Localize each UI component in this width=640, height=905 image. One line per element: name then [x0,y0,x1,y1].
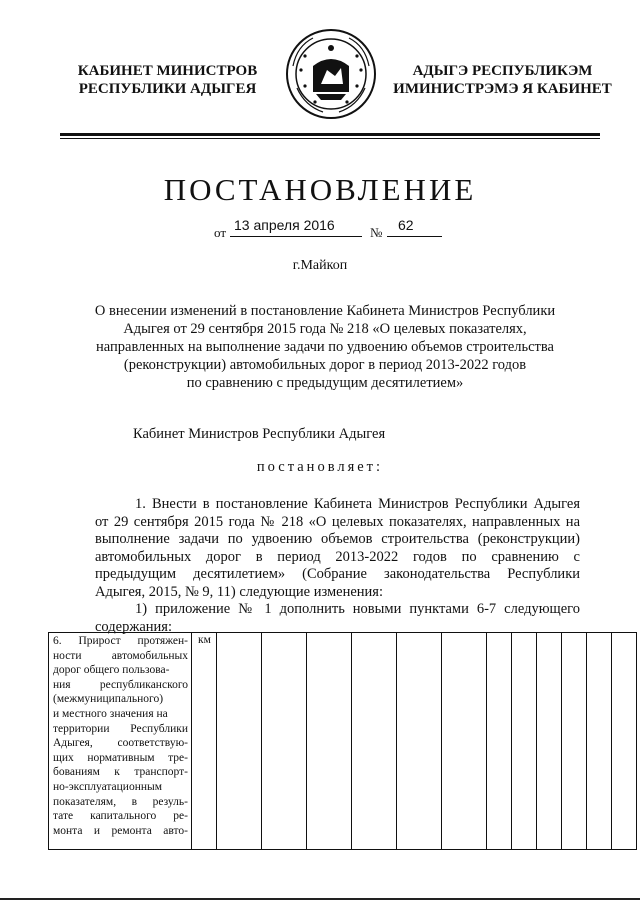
unit-label: км [198,634,211,646]
body-text [95,496,580,636]
value-cell [442,633,487,850]
body-line: 1) приложение № 1 дополнить новыми пунктами 6-7 следующего [135,601,580,617]
date-number-line [0,216,640,242]
cell-line: 6. Прирост протяжен- [53,635,188,647]
cell-line: монта и ремонта авто- [53,824,188,837]
value-cell [487,633,512,850]
header-right-line-1: АДЫГЭ РЕСПУБЛИКЭМ [412,63,593,79]
cell-line: показателям, в резуль- [53,795,188,808]
date-prefix: от [214,225,227,240]
body-line: предыдущим десятилетием» (Собрание законодательства Республики [95,566,580,582]
cell-line: дорог общего пользова- [53,664,170,677]
body-line: 1. Внести в постановление Кабинета Министров Республики Адыгея [135,496,580,512]
value-cell [397,633,442,850]
city: г.Майкоп [292,258,348,273]
indicator-table [48,632,637,850]
table-row [49,633,637,850]
subject-line: Адыгея от 29 сентября 2015 года № 218 «О целевых показателях, [123,321,527,337]
value-cell [262,633,307,850]
subject-line: направленных на выполнение задачи по удвоению объемов строительства [96,339,554,355]
value-cell [612,633,637,850]
cell-line: щих нормативным тре- [53,751,188,764]
cell-line: и местного значения на [53,707,168,720]
decree-word: постановляет: [256,459,384,475]
value-cell [512,633,537,850]
body-line: автомобильных дорог в период 2013-2022 годов по сравнению с [95,548,580,565]
document-number: 62 [398,217,414,233]
cell-line: тате капитального ре- [53,810,188,823]
unit-cell [192,633,217,850]
cell-line: территории Республики [53,722,188,735]
cell-line: (межмуниципального) [53,693,164,706]
subject-line: (реконструкции) автомобильных дорог в период 2013-2022 годов [123,357,527,373]
value-cell [562,633,587,850]
body-line: от 29 сентября 2015 года № 218 «О целевых показателях, направленных на [95,513,580,530]
number-underline [387,236,442,237]
date-value: 13 апреля 2016 [234,217,335,233]
subject-line: О внесении изменений в постановление Кабинета Министров Республики [94,303,556,319]
header-rule-thin [60,138,600,139]
header-rule-thick [60,133,600,136]
header-left [60,62,275,98]
subject-line: по сравнению с предыдущим десятилетием» [186,375,464,391]
document-title: ПОСТАНОВЛЕНИЕ [163,172,477,207]
body-line: выполнение задачи по удвоению объемов строительства (реконструкции) [95,531,580,547]
body-line: содержания: [95,618,173,635]
cell-line: бованиям к транспорт- [53,766,188,779]
header-left-line-2: РЕСПУБЛИКИ АДЫГЕЯ [78,81,257,97]
value-cell [307,633,352,850]
number-sign: № [370,225,383,240]
page-bottom-edge [0,898,640,900]
indicator-name-cell [49,633,192,850]
coat-of-arms-emblem [283,26,379,122]
cell-line: ния республиканского [53,678,188,691]
header-left-line-1: КАБИНЕТ МИНИСТРОВ [77,63,258,79]
body-line: Адыгея, 2015, № 9, 11) следующие изменения: [95,583,383,600]
issuing-body: Кабинет Министров Республики Адыгея [133,426,386,442]
value-cell [217,633,262,850]
cell-line: ности автомобильных [53,649,188,662]
value-cell [352,633,397,850]
header-right-line-2: ИМИНИСТРЭМЭ Я КАБИНЕТ [393,81,612,97]
document-subject [90,302,560,392]
cell-line: но-эксплуатационным [53,780,163,793]
value-cell [537,633,562,850]
value-cell [587,633,612,850]
date-underline [230,236,362,237]
cell-line: Адыгея, соответствую- [53,737,188,750]
header-right [385,62,620,98]
